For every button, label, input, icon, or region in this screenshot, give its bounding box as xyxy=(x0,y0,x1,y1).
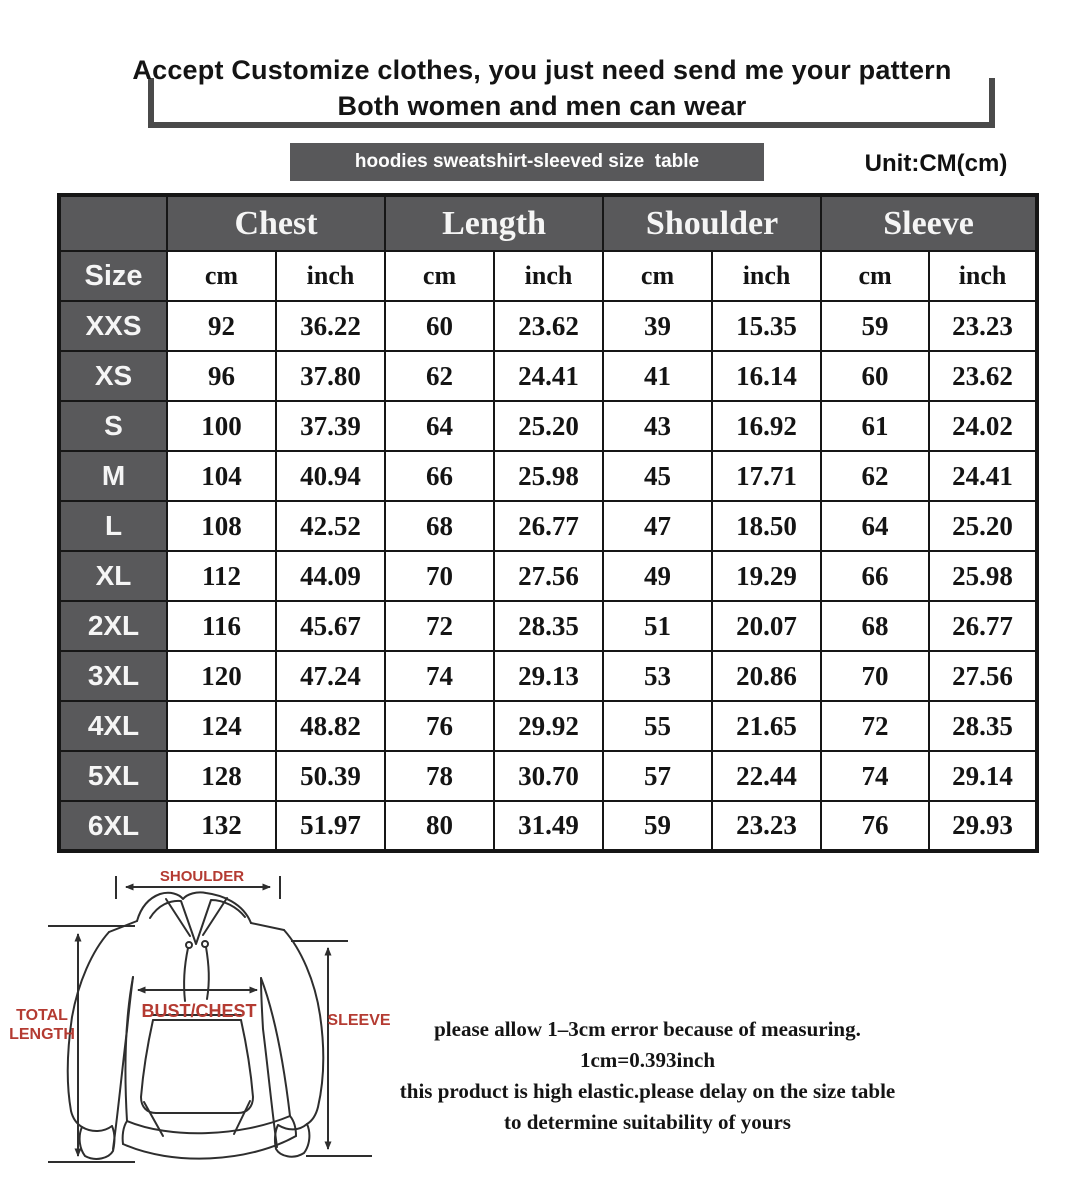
value-cell: 72 xyxy=(385,601,494,651)
value-cell: 92 xyxy=(167,301,276,351)
banner-line-1: Accept Customize clothes, you just need send me your pattern xyxy=(132,55,952,85)
table-row xyxy=(59,751,1037,801)
value-cell: 76 xyxy=(385,701,494,751)
size-table xyxy=(57,193,1039,853)
value-cell: 50.39 xyxy=(276,751,385,801)
size-label-cell: M xyxy=(59,451,167,501)
value-cell: 24.41 xyxy=(494,351,603,401)
value-cell: 26.77 xyxy=(494,501,603,551)
value-cell: 104 xyxy=(167,451,276,501)
value-cell: 64 xyxy=(385,401,494,451)
value-cell: 64 xyxy=(821,501,929,551)
table-corner-cell xyxy=(59,195,167,251)
value-cell: 116 xyxy=(167,601,276,651)
value-cell: 25.98 xyxy=(929,551,1037,601)
value-cell: 66 xyxy=(385,451,494,501)
table-row xyxy=(59,351,1037,401)
value-cell: 48.82 xyxy=(276,701,385,751)
group-header-chest: Chest xyxy=(167,195,385,251)
value-cell: 40.94 xyxy=(276,451,385,501)
table-row xyxy=(59,801,1037,851)
value-cell: 28.35 xyxy=(494,601,603,651)
value-cell: 51.97 xyxy=(276,801,385,851)
measurement-notes xyxy=(375,1014,920,1138)
table-row xyxy=(59,501,1037,551)
hoodie-measurement-diagram xyxy=(0,855,430,1196)
value-cell: 39 xyxy=(603,301,712,351)
unit-header-cell: cm xyxy=(385,251,494,301)
value-cell: 128 xyxy=(167,751,276,801)
size-label-cell: XL xyxy=(59,551,167,601)
table-row xyxy=(59,651,1037,701)
unit-header-cell: cm xyxy=(821,251,929,301)
value-cell: 29.14 xyxy=(929,751,1037,801)
shoulder-label: SHOULDER xyxy=(159,868,245,885)
note-line-3: this product is high elastic.please delay on the size table xyxy=(399,1079,896,1103)
value-cell: 60 xyxy=(385,301,494,351)
value-cell: 20.07 xyxy=(712,601,821,651)
unit-header-cell: inch xyxy=(712,251,821,301)
value-cell: 47.24 xyxy=(276,651,385,701)
size-label-cell: 5XL xyxy=(59,751,167,801)
value-cell: 49 xyxy=(603,551,712,601)
table-row xyxy=(59,601,1037,651)
value-cell: 70 xyxy=(385,551,494,601)
value-cell: 124 xyxy=(167,701,276,751)
table-row xyxy=(59,701,1037,751)
size-label-cell: L xyxy=(59,501,167,551)
value-cell: 55 xyxy=(603,701,712,751)
value-cell: 68 xyxy=(821,601,929,651)
value-cell: 47 xyxy=(603,501,712,551)
value-cell: 31.49 xyxy=(494,801,603,851)
value-cell: 120 xyxy=(167,651,276,701)
size-label-cell: 4XL xyxy=(59,701,167,751)
value-cell: 21.65 xyxy=(712,701,821,751)
unit-header-cell: inch xyxy=(929,251,1037,301)
value-cell: 70 xyxy=(821,651,929,701)
value-cell: 20.86 xyxy=(712,651,821,701)
group-header-sleeve: Sleeve xyxy=(821,195,1037,251)
value-cell: 26.77 xyxy=(929,601,1037,651)
total-length-measure-arrow xyxy=(48,926,135,1162)
value-cell: 42.52 xyxy=(276,501,385,551)
table-row xyxy=(59,401,1037,451)
value-cell: 59 xyxy=(821,301,929,351)
value-cell: 25.20 xyxy=(494,401,603,451)
note-line-2: 1cm=0.393inch xyxy=(579,1048,716,1072)
value-cell: 22.44 xyxy=(712,751,821,801)
value-cell: 23.23 xyxy=(929,301,1037,351)
table-group-header-row xyxy=(59,195,1037,251)
value-cell: 25.20 xyxy=(929,501,1037,551)
value-cell: 16.14 xyxy=(712,351,821,401)
value-cell: 30.70 xyxy=(494,751,603,801)
value-cell: 59 xyxy=(603,801,712,851)
unit-header-cell: inch xyxy=(494,251,603,301)
size-label-cell: 2XL xyxy=(59,601,167,651)
total-length-label-line1: TOTAL xyxy=(16,1007,68,1024)
value-cell: 108 xyxy=(167,501,276,551)
value-cell: 74 xyxy=(385,651,494,701)
value-cell: 66 xyxy=(821,551,929,601)
value-cell: 16.92 xyxy=(712,401,821,451)
value-cell: 61 xyxy=(821,401,929,451)
size-header-cell: Size xyxy=(59,251,167,301)
value-cell: 68 xyxy=(385,501,494,551)
value-cell: 29.13 xyxy=(494,651,603,701)
size-label-cell: 6XL xyxy=(59,801,167,851)
value-cell: 57 xyxy=(603,751,712,801)
value-cell: 60 xyxy=(821,351,929,401)
note-line-1: please allow 1–3cm error because of measuring. xyxy=(434,1017,861,1041)
value-cell: 23.23 xyxy=(712,801,821,851)
value-cell: 78 xyxy=(385,751,494,801)
group-header-length: Length xyxy=(385,195,603,251)
value-cell: 27.56 xyxy=(929,651,1037,701)
hoodie-illustration xyxy=(68,892,323,1159)
value-cell: 15.35 xyxy=(712,301,821,351)
group-header-shoulder: Shoulder xyxy=(603,195,821,251)
total-length-label-line2: LENGTH xyxy=(9,1026,75,1043)
value-cell: 96 xyxy=(167,351,276,401)
unit-label: Unit:CM(cm) xyxy=(864,150,1008,177)
size-table-title-bar: hoodies sweatshirt-sleeved size table xyxy=(290,143,764,181)
value-cell: 53 xyxy=(603,651,712,701)
banner-line-2: Both women and men can wear xyxy=(337,91,747,121)
note-line-4: to determine suitability of yours xyxy=(504,1110,791,1134)
bust-chest-label: BUST/CHEST xyxy=(141,1001,257,1021)
value-cell: 43 xyxy=(603,401,712,451)
value-cell: 24.02 xyxy=(929,401,1037,451)
size-label-cell: S xyxy=(59,401,167,451)
value-cell: 132 xyxy=(167,801,276,851)
value-cell: 72 xyxy=(821,701,929,751)
unit-header-cell: cm xyxy=(167,251,276,301)
value-cell: 29.92 xyxy=(494,701,603,751)
value-cell: 17.71 xyxy=(712,451,821,501)
value-cell: 80 xyxy=(385,801,494,851)
unit-header-cell: inch xyxy=(276,251,385,301)
value-cell: 51 xyxy=(603,601,712,651)
value-cell: 36.22 xyxy=(276,301,385,351)
value-cell: 18.50 xyxy=(712,501,821,551)
value-cell: 23.62 xyxy=(929,351,1037,401)
value-cell: 62 xyxy=(385,351,494,401)
value-cell: 44.09 xyxy=(276,551,385,601)
value-cell: 37.80 xyxy=(276,351,385,401)
value-cell: 41 xyxy=(603,351,712,401)
value-cell: 37.39 xyxy=(276,401,385,451)
value-cell: 74 xyxy=(821,751,929,801)
value-cell: 45.67 xyxy=(276,601,385,651)
value-cell: 28.35 xyxy=(929,701,1037,751)
table-subheader-row xyxy=(59,251,1037,301)
value-cell: 45 xyxy=(603,451,712,501)
value-cell: 112 xyxy=(167,551,276,601)
sleeve-label: SLEEVE xyxy=(327,1012,391,1029)
value-cell: 62 xyxy=(821,451,929,501)
value-cell: 29.93 xyxy=(929,801,1037,851)
table-row xyxy=(59,451,1037,501)
value-cell: 23.62 xyxy=(494,301,603,351)
banner xyxy=(70,52,1014,124)
size-label-cell: XS xyxy=(59,351,167,401)
value-cell: 100 xyxy=(167,401,276,451)
unit-header-cell: cm xyxy=(603,251,712,301)
table-row xyxy=(59,551,1037,601)
value-cell: 76 xyxy=(821,801,929,851)
value-cell: 27.56 xyxy=(494,551,603,601)
size-label-cell: XXS xyxy=(59,301,167,351)
sleeve-measure-arrow xyxy=(291,941,372,1156)
table-row xyxy=(59,301,1037,351)
value-cell: 19.29 xyxy=(712,551,821,601)
value-cell: 25.98 xyxy=(494,451,603,501)
size-label-cell: 3XL xyxy=(59,651,167,701)
value-cell: 24.41 xyxy=(929,451,1037,501)
